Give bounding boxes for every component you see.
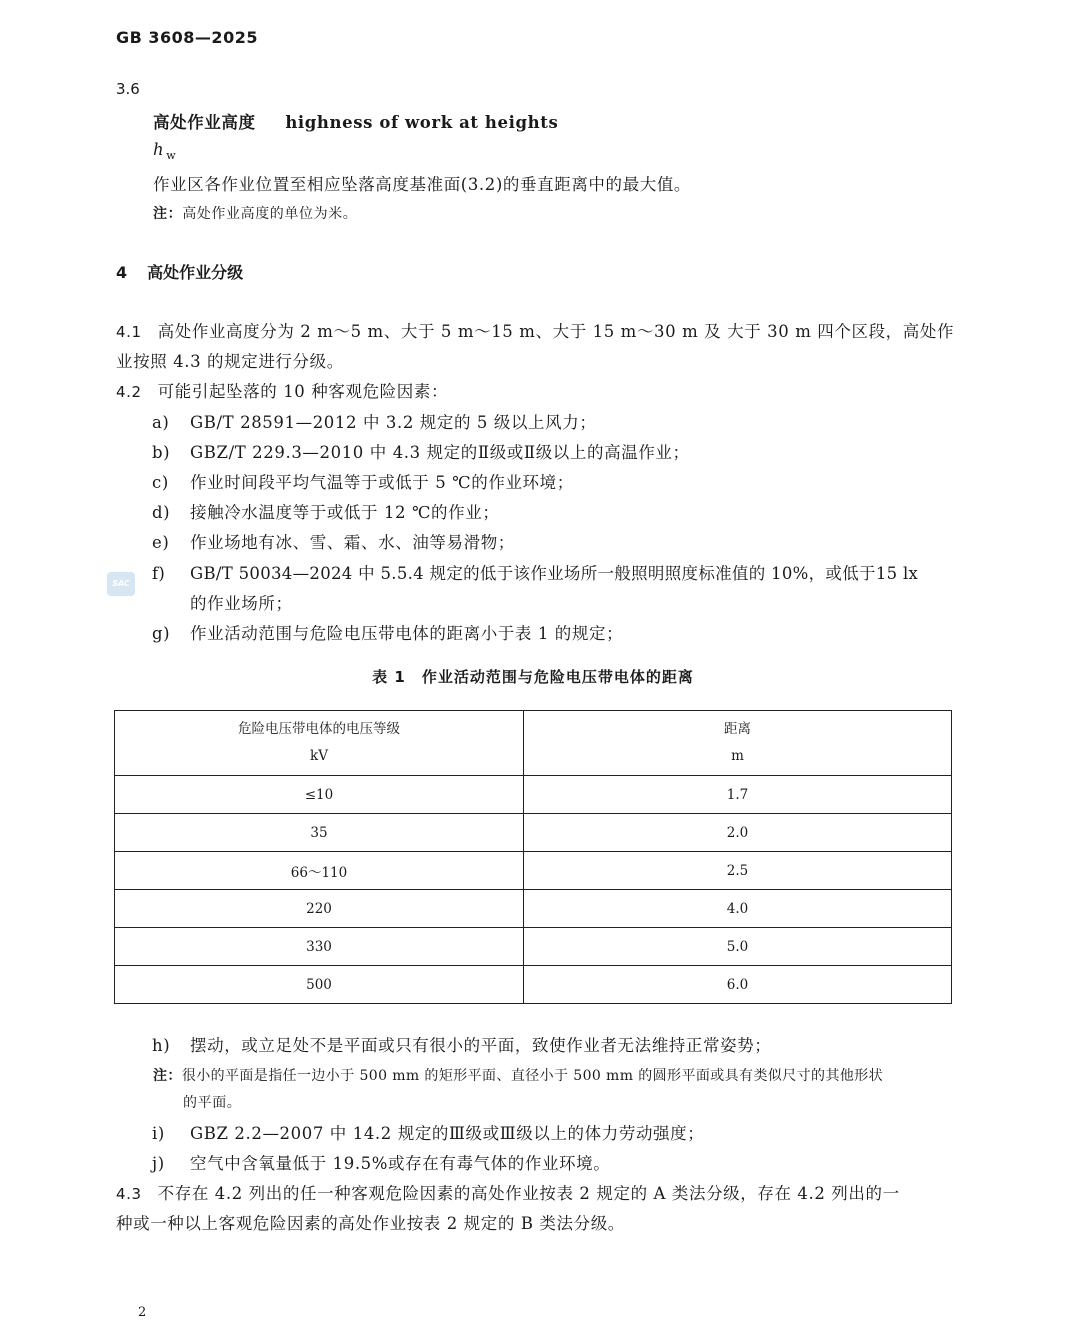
list-text: 接触冷水温度等于或低于 12 ℃的作业； <box>190 503 500 522</box>
section-4-heading <box>116 260 243 283</box>
list-text: 空气中含氧量低于 19.5%或存在有毒气体的作业环境。 <box>190 1154 611 1173</box>
voltage-cell: 330 <box>115 928 524 966</box>
term-definition: 作业区各作业位置至相应坠落高度基准面(3.2)的垂直距离中的最大值。 <box>153 175 692 194</box>
clause-4-3-line2: 种或一种以上客观危险因素的高处作业按表 2 规定的 B 类法分级。 <box>116 1214 625 1233</box>
term-en: highness of work at heights <box>285 113 559 132</box>
note-label: 注： <box>153 206 183 222</box>
list-item-i <box>152 1120 704 1144</box>
list-marker: g) <box>152 624 171 643</box>
list-marker: e) <box>152 533 170 552</box>
term-heading <box>153 109 558 133</box>
note-text: 高处作业高度的单位为米。 <box>182 206 358 222</box>
clause-4-2-text: 可能引起坠落的 10 种客观危险因素： <box>157 382 449 401</box>
section-number-3-6: 3.6 <box>116 80 140 98</box>
distance-cell: 6.0 <box>524 966 952 1004</box>
voltage-cell: 500 <box>115 966 524 1004</box>
clause-4-2-intro <box>116 378 448 402</box>
voltage-cell: ≤10 <box>115 776 524 814</box>
table-row <box>115 852 952 890</box>
list-item-f <box>152 560 918 584</box>
note-h-line1 <box>153 1065 883 1085</box>
list-item-j <box>152 1150 610 1174</box>
list-item-h <box>152 1032 771 1056</box>
list-marker: b) <box>152 443 171 462</box>
list-text: 摆动，或立足处不是平面或只有很小的平面，致使作业者无法维持正常姿势； <box>190 1036 772 1055</box>
table-1-caption: 表 1 作业活动范围与危险电压带电体的距离 <box>372 668 694 686</box>
term-note <box>153 203 357 223</box>
header-label: 危险电压带电体的电压等级 <box>238 721 400 737</box>
list-item-g <box>152 620 623 644</box>
list-item-c <box>152 469 574 493</box>
header-unit: kV <box>310 748 328 764</box>
list-item-a <box>152 409 596 433</box>
standard-code-header: GB 3608—2025 <box>116 28 258 47</box>
list-marker: d) <box>152 503 171 522</box>
header-unit: m <box>731 748 744 764</box>
table-header-row <box>115 711 952 776</box>
list-item-e <box>152 529 515 553</box>
note-text: 很小的平面是指任一边小于 500 mm 的矩形平面、直径小于 500 mm 的圆形平面或具有类似尺寸的其他形状 <box>181 1068 884 1084</box>
table-row <box>115 814 952 852</box>
table-row <box>115 928 952 966</box>
table-1 <box>114 710 952 1004</box>
term-symbol <box>153 140 176 162</box>
list-text: GBZ/T 229.3—2010 中 4.3 规定的Ⅱ级或Ⅱ级以上的高温作业； <box>190 443 690 462</box>
list-text: GB/T 28591—2012 中 3.2 规定的 5 级以上风力； <box>190 413 597 432</box>
clause-4-3-line1 <box>116 1180 900 1204</box>
list-text: GBZ 2.2—2007 中 14.2 规定的Ⅲ级或Ⅲ级以上的体力劳动强度； <box>190 1124 705 1143</box>
distance-cell: 1.7 <box>524 776 952 814</box>
distance-cell: 5.0 <box>524 928 952 966</box>
page-number: 2 <box>138 1305 147 1320</box>
voltage-cell: 35 <box>115 814 524 852</box>
section-4-number: 4 <box>116 263 128 282</box>
list-text: GB/T 50034—2024 中 5.5.4 规定的低于该作业场所一般照明照度标准值的 10%，或低于15 lx <box>190 564 919 583</box>
table-row <box>115 890 952 928</box>
distance-cell: 2.0 <box>524 814 952 852</box>
symbol-main: h <box>153 140 165 159</box>
term-zh: 高处作业高度 <box>153 113 256 132</box>
distance-cell: 4.0 <box>524 890 952 928</box>
clause-4-3-text: 不存在 4.2 列出的任一种客观危险因素的高处作业按表 2 规定的 A 类法分级，存在 4.2 列出的一 <box>157 1184 900 1203</box>
clause-4-1-line1 <box>116 318 954 342</box>
list-item-f-continued: 的作业场所； <box>190 594 293 613</box>
section-4-title: 高处作业分级 <box>147 263 244 282</box>
list-text: 作业场地有冰、雪、霜、水、油等易滑物； <box>190 533 515 552</box>
table-row <box>115 776 952 814</box>
voltage-cell: 220 <box>115 890 524 928</box>
table-header-distance <box>524 711 952 776</box>
list-text: 作业时间段平均气温等于或低于 5 ℃的作业环境； <box>190 473 574 492</box>
symbol-subscript: w <box>166 149 177 162</box>
list-marker: h) <box>152 1036 171 1055</box>
clause-4-1-line2: 业按照 4.3 的规定进行分级。 <box>116 352 344 371</box>
table-header-voltage <box>115 711 524 776</box>
note-h-line2: 的平面。 <box>183 1095 242 1111</box>
list-marker: j) <box>152 1154 165 1173</box>
list-item-b <box>152 439 690 463</box>
list-item-d <box>152 499 499 523</box>
clause-4-1-text: 高处作业高度分为 2 m～5 m、大于 5 m～15 m、大于 15 m～30 m 及 大于 30 m 四个区段，高处作 <box>157 322 955 341</box>
clause-4-1-number: 4.1 <box>116 323 142 341</box>
list-marker: a) <box>152 413 170 432</box>
list-marker: i) <box>152 1124 165 1143</box>
voltage-cell: 66～110 <box>115 852 524 890</box>
header-label: 距离 <box>724 721 751 737</box>
list-marker: f) <box>152 564 166 583</box>
clause-4-2-number: 4.2 <box>116 383 142 401</box>
distance-cell: 2.5 <box>524 852 952 890</box>
list-marker: c) <box>152 473 169 492</box>
note-label: 注： <box>153 1068 182 1084</box>
sac-watermark-logo: SAC <box>107 572 135 596</box>
list-text: 作业活动范围与危险电压带电体的距离小于表 1 的规定； <box>190 624 624 643</box>
table-row <box>115 966 952 1004</box>
clause-4-3-number: 4.3 <box>116 1185 142 1203</box>
